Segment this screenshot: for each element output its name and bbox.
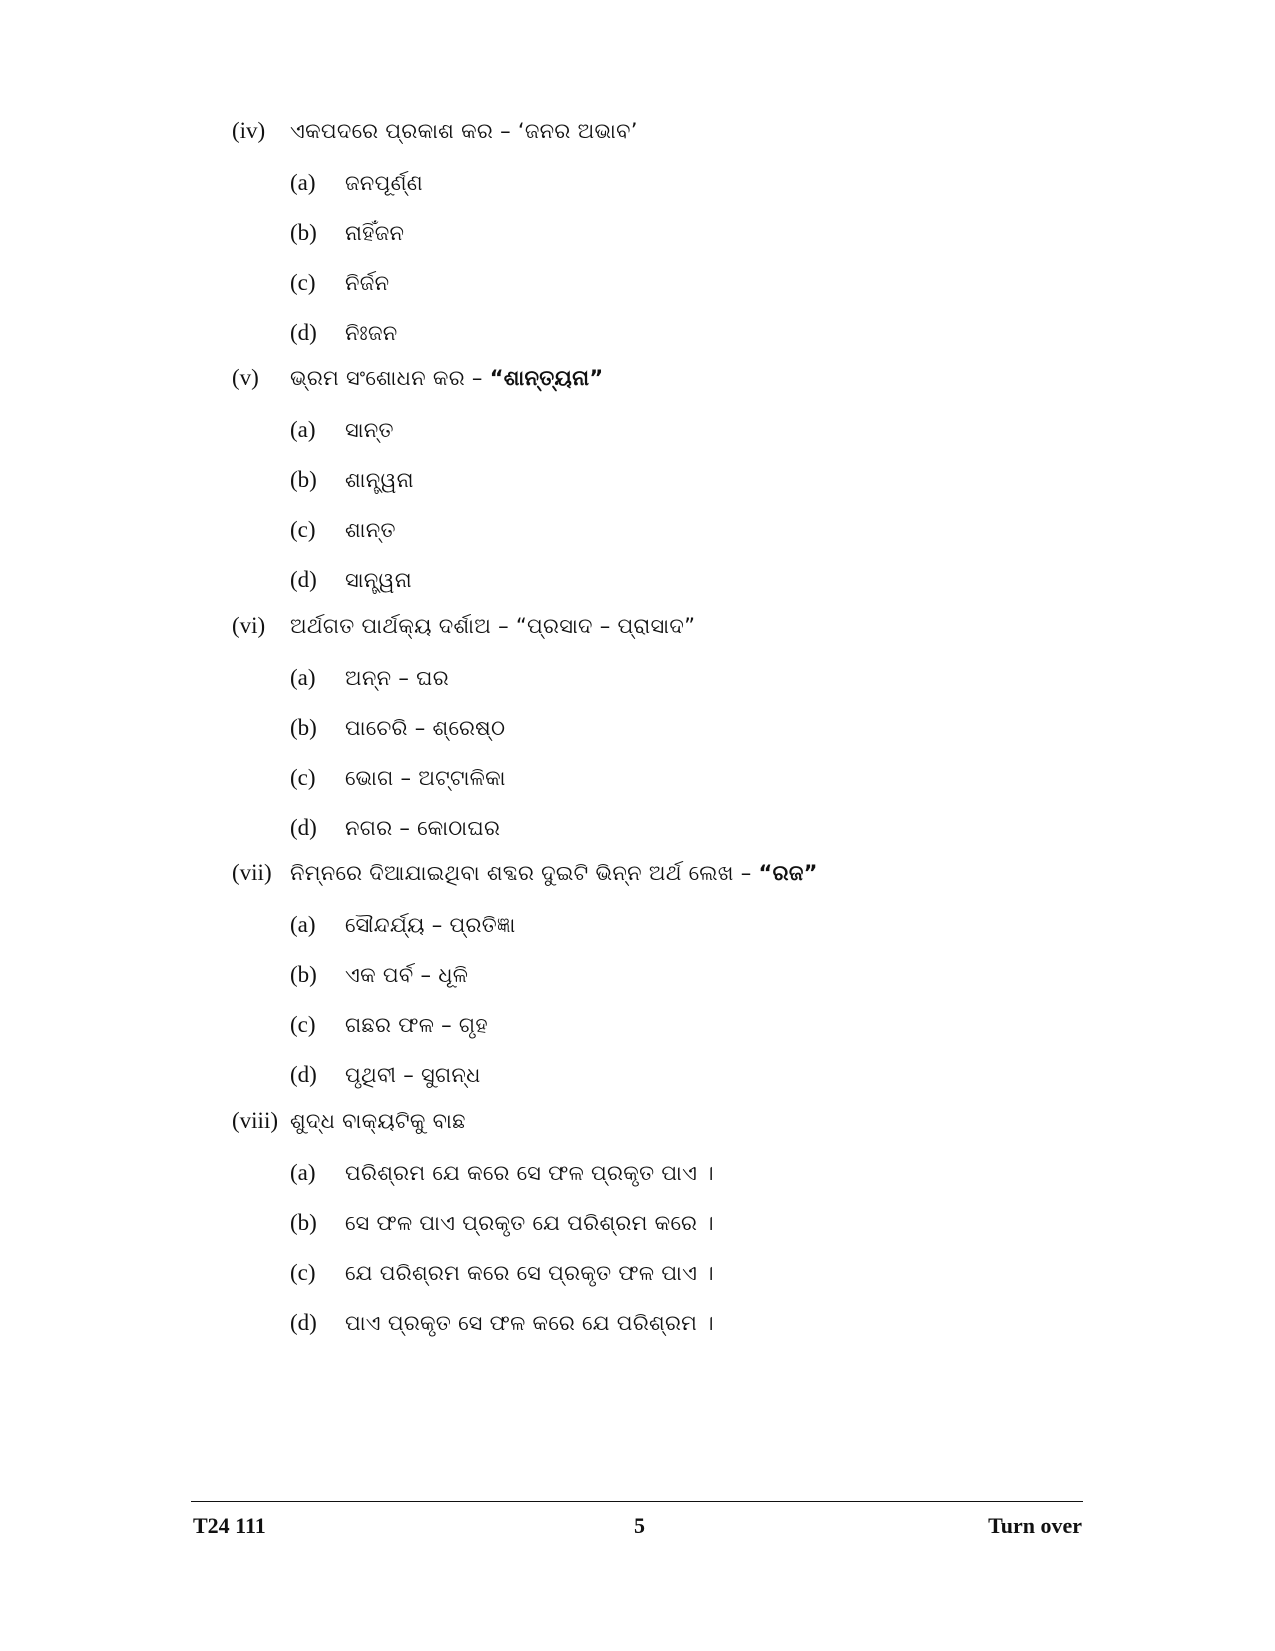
option-d bbox=[232, 1062, 1132, 1112]
option-text: ନିର୍ଜନ bbox=[345, 271, 390, 295]
option-label: (d) bbox=[290, 815, 317, 840]
option-d bbox=[232, 567, 1132, 617]
question-iv bbox=[232, 118, 1132, 370]
option-b bbox=[232, 962, 1132, 1012]
option-text: ଶାନ୍ତ୍ୱନା bbox=[345, 468, 414, 492]
option-label: (c) bbox=[290, 517, 316, 542]
option-c bbox=[232, 1012, 1132, 1062]
option-text: ସାନ୍ତ bbox=[345, 418, 394, 442]
option-label: (d) bbox=[290, 567, 317, 592]
question-target-word: “ରଜ” bbox=[758, 861, 818, 885]
option-label: (b) bbox=[290, 715, 317, 740]
question-vii bbox=[232, 860, 1132, 1112]
page-number: 5 bbox=[634, 1513, 645, 1538]
option-text: ଯେ ପରିଶ୍ରମ କରେ ସେ ପ୍ରକୃତ ଫଳ ପାଏ । bbox=[345, 1261, 714, 1285]
question-viii bbox=[232, 1108, 1132, 1360]
question-stem bbox=[232, 118, 1132, 158]
question-number: (v) bbox=[232, 365, 259, 390]
option-c bbox=[232, 765, 1132, 815]
option-a bbox=[232, 417, 1132, 467]
question-number: (vi) bbox=[232, 613, 266, 638]
option-b bbox=[232, 220, 1132, 270]
option-label: (d) bbox=[290, 320, 317, 345]
option-text: ନାହିଁଜନ bbox=[345, 221, 405, 245]
question-text: ଅର୍ଥଗତ ପାର୍ଥକ୍ୟ ଦର୍ଶାଅ – “ପ୍ରସାଦ – ପ୍ରାସାଦ” bbox=[290, 614, 696, 638]
question-text-plain: ଭ୍ରମ ସଂଶୋଧନ କର – bbox=[290, 366, 490, 390]
option-text: ଜନପୂର୍ଣ୍ଣ bbox=[345, 171, 423, 195]
paper-code: T24 111 bbox=[193, 1513, 266, 1538]
option-label: (a) bbox=[290, 912, 316, 937]
option-text: ଭୋଗ – ଅଟ୍ଟାଳିକା bbox=[345, 766, 506, 790]
question-vi bbox=[232, 613, 1132, 865]
option-text: ସୌନ୍ଦର୍ଯ୍ୟ – ପ୍ରତିଜ୍ଞା bbox=[345, 913, 516, 937]
question-stem bbox=[232, 860, 1132, 900]
option-a bbox=[232, 665, 1132, 715]
question-stem bbox=[232, 365, 1132, 405]
option-d bbox=[232, 815, 1132, 865]
option-label: (b) bbox=[290, 962, 317, 987]
question-stem bbox=[232, 1108, 1132, 1148]
option-text: ଏକ ପର୍ବ – ଧୂଳି bbox=[345, 963, 469, 987]
option-d bbox=[232, 1310, 1132, 1360]
question-text: ଶୁଦ୍ଧ ବାକ୍ୟଟିକୁ ବାଛ bbox=[290, 1109, 466, 1133]
option-text: ସାନ୍ତ୍ୱନା bbox=[345, 568, 412, 592]
option-c bbox=[232, 1260, 1132, 1310]
option-label: (c) bbox=[290, 765, 316, 790]
option-c bbox=[232, 517, 1132, 567]
option-label: (c) bbox=[290, 270, 316, 295]
option-text: ପୃଥିବୀ – ସୁଗନ୍ଧ bbox=[345, 1063, 481, 1087]
turn-over-note: Turn over bbox=[988, 1513, 1082, 1538]
option-text: ସେ ଫଳ ପାଏ ପ୍ରକୃତ ଯେ ପରିଶ୍ରମ କରେ । bbox=[345, 1211, 714, 1235]
option-label: (a) bbox=[290, 417, 316, 442]
option-label: (c) bbox=[290, 1260, 316, 1285]
option-text: ନିଃଜନ bbox=[345, 321, 398, 345]
option-label: (a) bbox=[290, 170, 316, 195]
question-number: (iv) bbox=[232, 118, 266, 143]
question-text-plain: ନିମ୍ନରେ ଦିଆଯାଇଥିବା ଶବ୍ଦର ଦୁଇଟି ଭିନ୍ନ ଅର୍ଥ ଲେଖ – bbox=[290, 861, 759, 885]
option-b bbox=[232, 715, 1132, 765]
question-text: ଏକପଦରେ ପ୍ରକାଶ କର – ‘ଜନର ଅଭାବ’ bbox=[290, 119, 638, 143]
option-text: ପାଚେରି – ଶ୍ରେଷ୍ଠ bbox=[345, 716, 506, 740]
question-v bbox=[232, 365, 1132, 617]
option-label: (a) bbox=[290, 1160, 316, 1185]
option-label: (b) bbox=[290, 1210, 317, 1235]
question-text bbox=[290, 861, 818, 886]
question-number: (viii) bbox=[232, 1108, 278, 1133]
option-text: ଅନ୍ନ – ଘର bbox=[345, 666, 449, 690]
question-stem bbox=[232, 613, 1132, 653]
footer-divider bbox=[191, 1501, 1083, 1502]
option-a bbox=[232, 912, 1132, 962]
option-label: (d) bbox=[290, 1310, 317, 1335]
question-target-word: “ଶାନ୍ତ୍ୟନା” bbox=[489, 366, 604, 390]
question-text bbox=[290, 366, 603, 391]
question-number: (vii) bbox=[232, 860, 272, 885]
option-text: ନଗର – କୋଠାଘର bbox=[345, 816, 501, 840]
option-label: (b) bbox=[290, 467, 317, 492]
option-text: ଶାନ୍ତ bbox=[345, 518, 396, 542]
option-text: ପରିଶ୍ରମ ଯେ କରେ ସେ ଫଳ ପ୍ରକୃତ ପାଏ । bbox=[345, 1161, 714, 1185]
option-label: (c) bbox=[290, 1012, 316, 1037]
option-c bbox=[232, 270, 1132, 320]
option-text: ପାଏ ପ୍ରକୃତ ସେ ଫଳ କରେ ଯେ ପରିଶ୍ରମ । bbox=[345, 1311, 714, 1335]
option-label: (d) bbox=[290, 1062, 317, 1087]
option-b bbox=[232, 1210, 1132, 1260]
option-a bbox=[232, 170, 1132, 220]
option-label: (a) bbox=[290, 665, 316, 690]
option-text: ଗଛର ଫଳ – ଗୃହ bbox=[345, 1013, 488, 1037]
option-b bbox=[232, 467, 1132, 517]
option-d bbox=[232, 320, 1132, 370]
option-a bbox=[232, 1160, 1132, 1210]
option-label: (b) bbox=[290, 220, 317, 245]
